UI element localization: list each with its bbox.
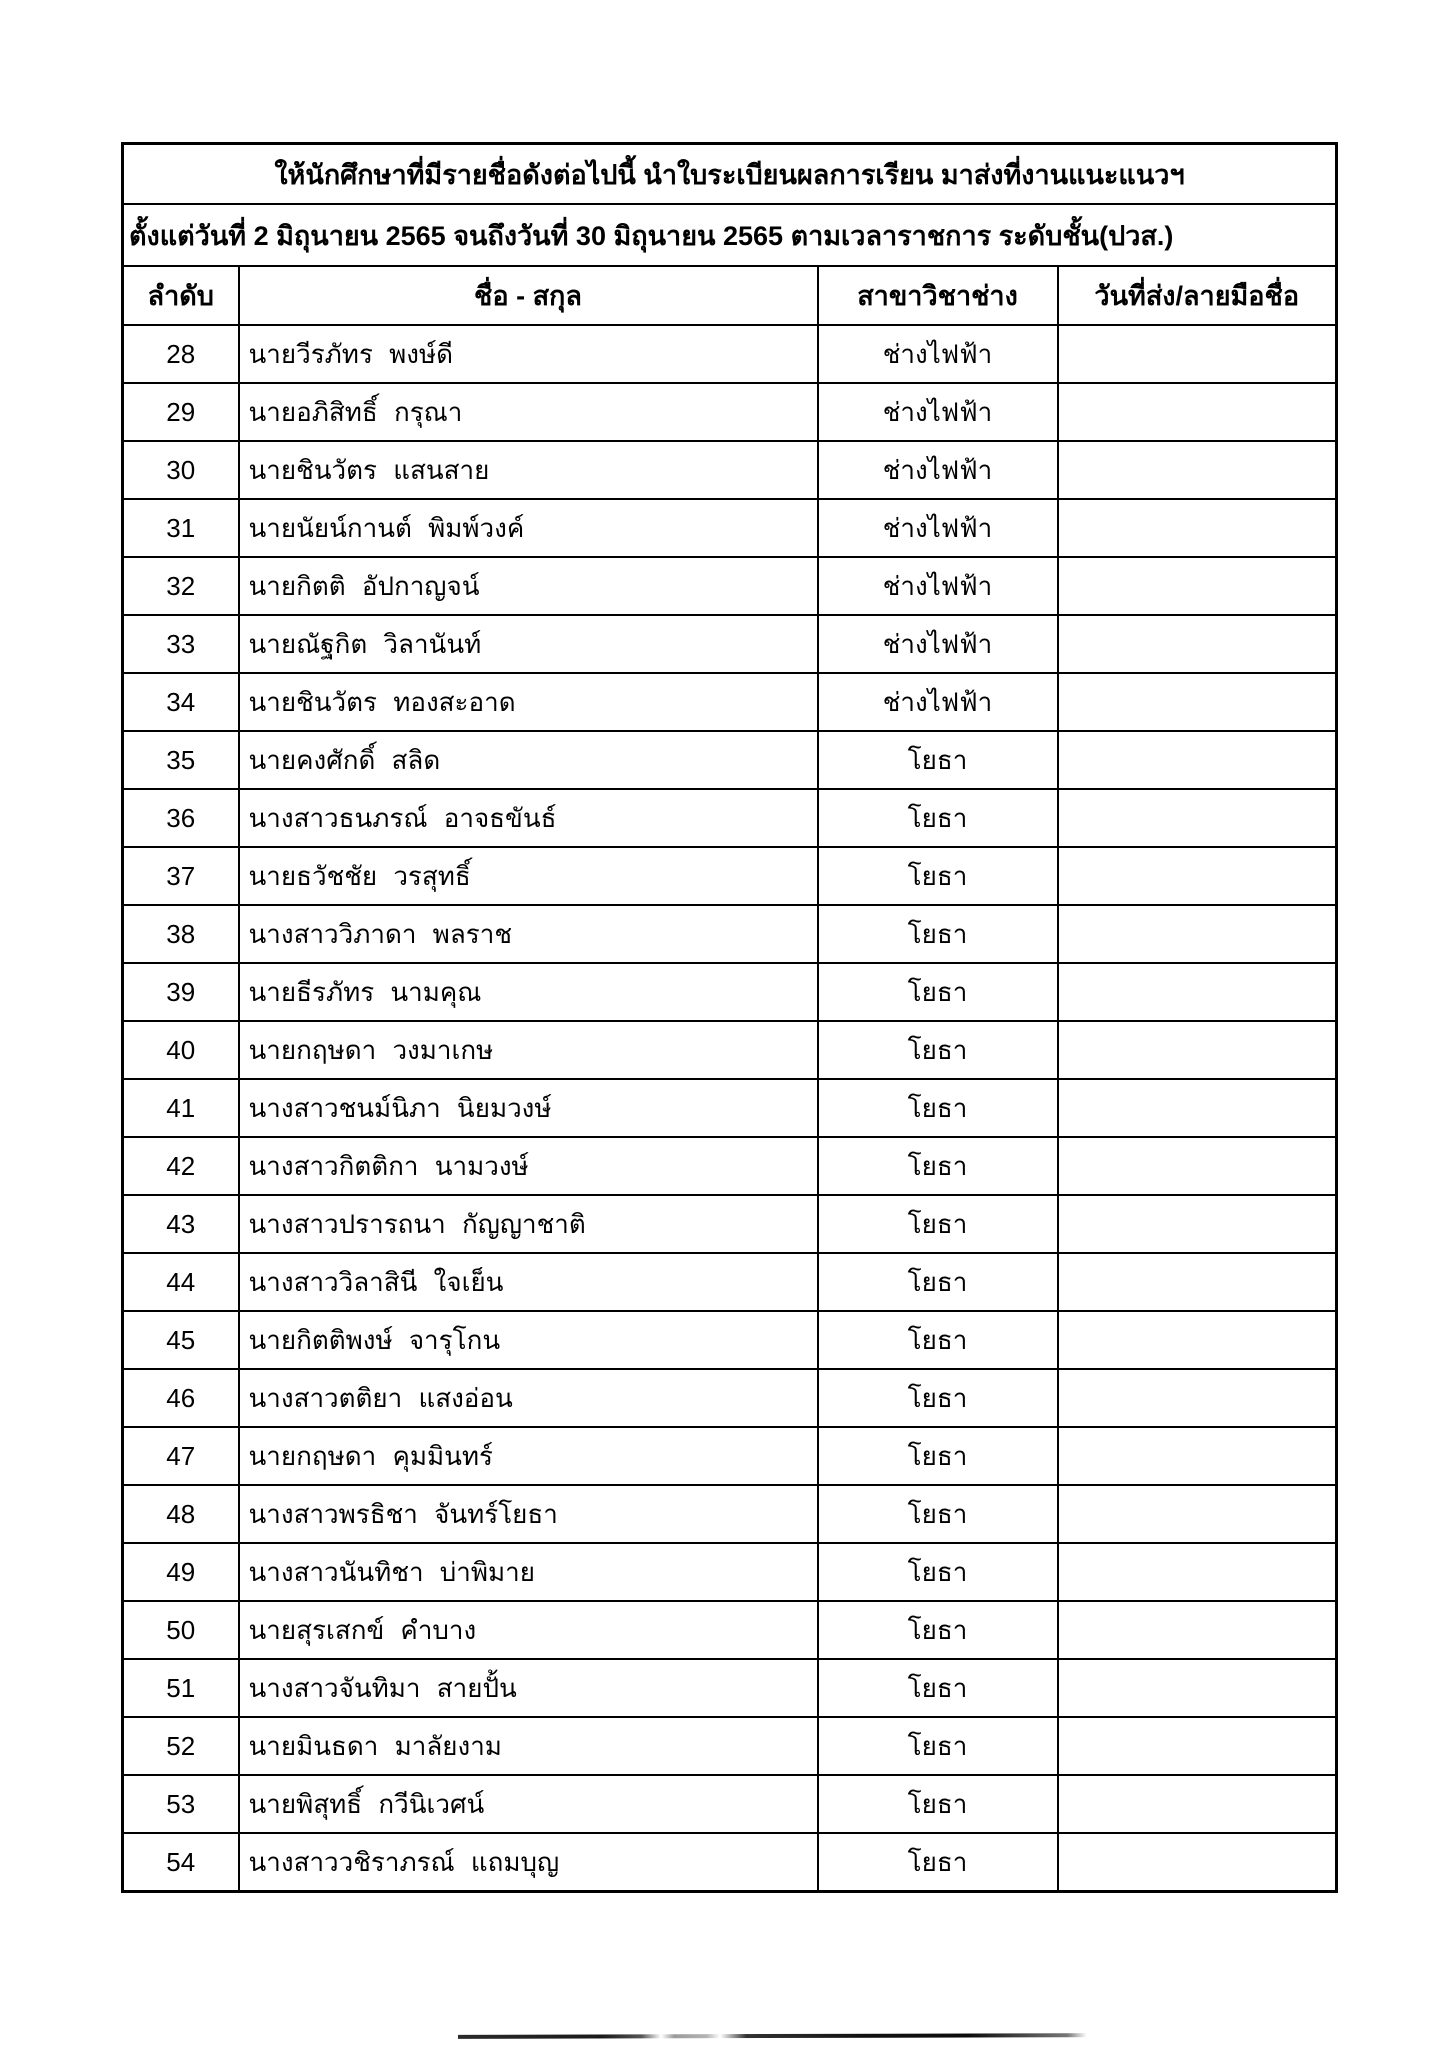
table-row [123,615,1337,673]
department: โยธา [818,847,1058,905]
table-row [123,1485,1337,1543]
signature-cell [1058,1021,1337,1079]
student-name: นางสาววิภาดา พลราช [239,905,818,963]
row-number: 41 [123,1079,239,1137]
row-number: 30 [123,441,239,499]
column-header-sign-date: วันที่ส่ง/ลายมือชื่อ [1058,266,1337,325]
department: ช่างไฟฟ้า [818,325,1058,383]
department: โยธา [818,1311,1058,1369]
row-number: 48 [123,1485,239,1543]
table-row [123,847,1337,905]
row-number: 46 [123,1369,239,1427]
row-number: 44 [123,1253,239,1311]
row-number: 49 [123,1543,239,1601]
table-row [123,441,1337,499]
table-row [123,789,1337,847]
column-header-department: สาขาวิชาช่าง [818,266,1058,325]
student-name: นายอภิสิทธิ์ กรุณา [239,383,818,441]
signature-cell [1058,1717,1337,1775]
row-number: 37 [123,847,239,905]
row-number: 42 [123,1137,239,1195]
student-name: นายกฤษดา คุมมินทร์ [239,1427,818,1485]
row-number: 39 [123,963,239,1021]
signature-cell [1058,1833,1337,1892]
table-title: ให้นักศึกษาที่มีรายชื่อดังต่อไปนี้ นำใบระเบียนผลการเรียน มาส่งที่งานแนะแนวฯ [123,144,1337,205]
table-row [123,557,1337,615]
signature-cell [1058,1253,1337,1311]
signature-cell [1058,1137,1337,1195]
student-name: นายวีรภัทร พงษ์ดี [239,325,818,383]
row-number: 29 [123,383,239,441]
signature-cell [1058,441,1337,499]
row-number: 36 [123,789,239,847]
row-number: 53 [123,1775,239,1833]
department: ช่างไฟฟ้า [818,499,1058,557]
student-name: นายกิตติพงษ์ จารุโกน [239,1311,818,1369]
table-row [123,1601,1337,1659]
department: โยธา [818,963,1058,1021]
student-name: นายณัฐกิต วิลานันท์ [239,615,818,673]
row-number: 45 [123,1311,239,1369]
table-row [123,963,1337,1021]
signature-cell [1058,1195,1337,1253]
table-row [123,1775,1337,1833]
table-body [123,325,1337,1892]
department: โยธา [818,1369,1058,1427]
signature-cell [1058,1079,1337,1137]
table-row [123,1369,1337,1427]
signature-cell [1058,499,1337,557]
student-name: นายกิตติ อัปกาญจน์ [239,557,818,615]
department: ช่างไฟฟ้า [818,673,1058,731]
department: โยธา [818,1543,1058,1601]
signature-cell [1058,1659,1337,1717]
table-row [123,1195,1337,1253]
table-head [123,144,1337,326]
title-row [123,144,1337,205]
column-header-index: ลำดับ [123,266,239,325]
student-name: นายชินวัตร แสนสาย [239,441,818,499]
student-name: นางสาววชิราภรณ์ แถมบุญ [239,1833,818,1892]
student-name: นายพิสุทธิ์ กวีนิเวศน์ [239,1775,818,1833]
student-name: นางสาววิลาสินี ใจเย็น [239,1253,818,1311]
department: โยธา [818,1195,1058,1253]
table-row [123,731,1337,789]
signature-cell [1058,1369,1337,1427]
student-name: นายคงศักดิ์ สลิด [239,731,818,789]
row-number: 40 [123,1021,239,1079]
row-number: 52 [123,1717,239,1775]
signature-cell [1058,1601,1337,1659]
student-list-table [121,142,1338,1893]
department: โยธา [818,1427,1058,1485]
table-row [123,905,1337,963]
table-row [123,1717,1337,1775]
column-header-name: ชื่อ - สกุล [239,266,818,325]
row-number: 54 [123,1833,239,1892]
table-row [123,499,1337,557]
department: ช่างไฟฟ้า [818,615,1058,673]
row-number: 33 [123,615,239,673]
row-number: 32 [123,557,239,615]
student-name: นางสาวชนม์นิภา นิยมวงษ์ [239,1079,818,1137]
signature-cell [1058,557,1337,615]
table-subtitle: ตั้งแต่วันที่ 2 มิถุนายน 2565 จนถึงวันที่ 30 มิถุนายน 2565 ตามเวลาราชการ ระดับชั้น(ปวส.) [123,204,1337,266]
department: ช่างไฟฟ้า [818,557,1058,615]
department: โยธา [818,1021,1058,1079]
department: โยธา [818,905,1058,963]
department: โยธา [818,1137,1058,1195]
signature-cell [1058,1311,1337,1369]
department: โยธา [818,1833,1058,1892]
student-name: นางสาวนันทิชา บ่าพิมาย [239,1543,818,1601]
department: โยธา [818,1775,1058,1833]
signature-cell [1058,615,1337,673]
signature-cell [1058,731,1337,789]
student-name: นางสาวพรธิชา จันทร์โยธา [239,1485,818,1543]
department: ช่างไฟฟ้า [818,383,1058,441]
student-name: นายธวัชชัย วรสุทธิ์ [239,847,818,905]
table-row [123,1833,1337,1892]
row-number: 43 [123,1195,239,1253]
table-row [123,383,1337,441]
subtitle-row [123,204,1337,266]
department: โยธา [818,1485,1058,1543]
row-number: 47 [123,1427,239,1485]
student-name: นายกฤษดา วงมาเกษ [239,1021,818,1079]
signature-cell [1058,905,1337,963]
column-header-row [123,266,1337,325]
student-name: นายมินธดา มาลัยงาม [239,1717,818,1775]
signature-cell [1058,963,1337,1021]
department: โยธา [818,1717,1058,1775]
table-row [123,1659,1337,1717]
signature-cell [1058,325,1337,383]
signature-cell [1058,1485,1337,1543]
signature-cell [1058,789,1337,847]
signature-cell [1058,673,1337,731]
department: โยธา [818,789,1058,847]
row-number: 50 [123,1601,239,1659]
student-name: นายชินวัตร ทองสะอาด [239,673,818,731]
student-name: นางสาวจันทิมา สายปั้น [239,1659,818,1717]
student-name: นางสาวปรารถนา กัญญาชาติ [239,1195,818,1253]
row-number: 35 [123,731,239,789]
table-row [123,1427,1337,1485]
department: ช่างไฟฟ้า [818,441,1058,499]
signature-cell [1058,847,1337,905]
table-row [123,1137,1337,1195]
signature-cell [1058,383,1337,441]
row-number: 34 [123,673,239,731]
signature-cell [1058,1427,1337,1485]
row-number: 28 [123,325,239,383]
row-number: 31 [123,499,239,557]
row-number: 38 [123,905,239,963]
signature-cell [1058,1543,1337,1601]
student-name: นายธีรภัทร นามคุณ [239,963,818,1021]
department: โยธา [818,1079,1058,1137]
table-row [123,1543,1337,1601]
scan-artifact-line [458,2033,1113,2039]
table-row [123,673,1337,731]
student-name: นางสาวกิตติกา นามวงษ์ [239,1137,818,1195]
student-name: นางสาวตติยา แสงอ่อน [239,1369,818,1427]
row-number: 51 [123,1659,239,1717]
table-row [123,1311,1337,1369]
table-row [123,1253,1337,1311]
student-name: นายสุรเสกข์ คำบาง [239,1601,818,1659]
department: โยธา [818,731,1058,789]
department: โยธา [818,1253,1058,1311]
table-row [123,1021,1337,1079]
department: โยธา [818,1601,1058,1659]
table-row [123,325,1337,383]
table-row [123,1079,1337,1137]
signature-cell [1058,1775,1337,1833]
department: โยธา [818,1659,1058,1717]
student-name: นางสาวธนภรณ์ อาจธขันธ์ [239,789,818,847]
student-name: นายนัยน์กานต์ พิมพ์วงค์ [239,499,818,557]
